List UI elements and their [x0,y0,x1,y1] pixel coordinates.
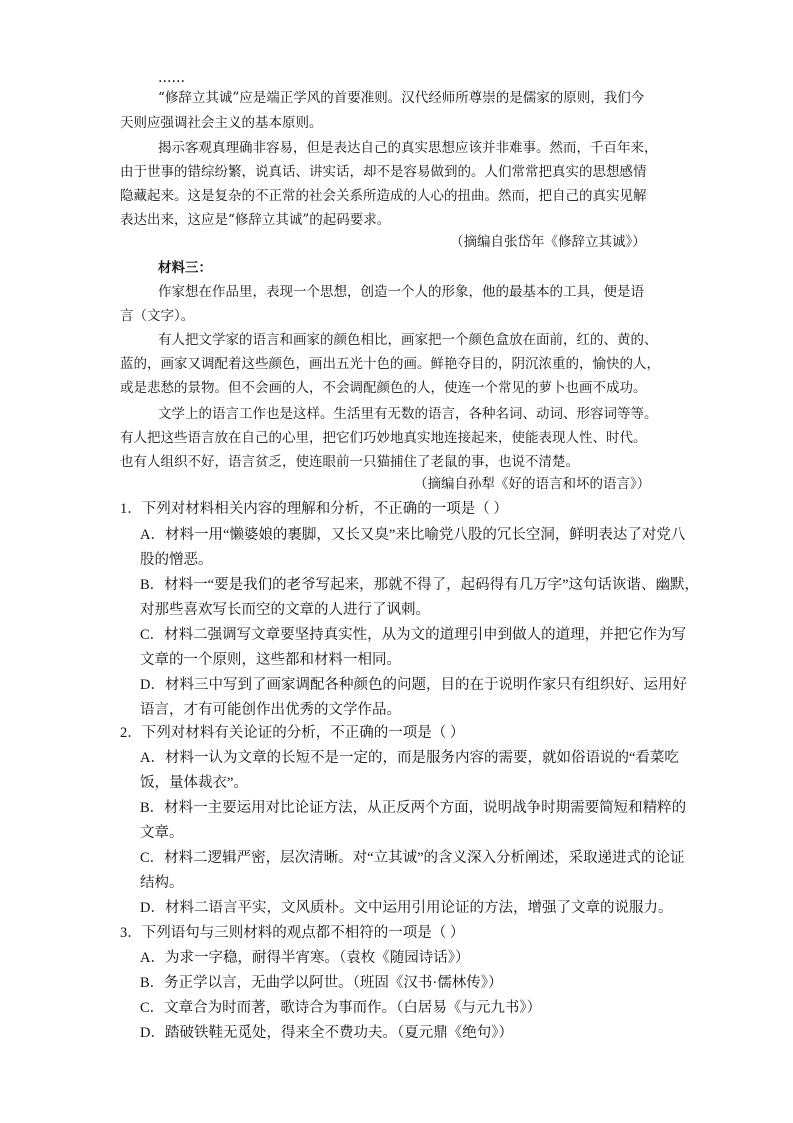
paragraph-line: 文学上的语言工作也是这样。生活里有无数的语言，各种名词、动词、形容词等等。 [158,406,658,422]
option-b-continued: 文章。 [140,825,184,841]
question-stem: 3．下列语句与三则材料的观点都不相符的一项是（ ） [120,925,465,941]
paragraph-line: 隐藏起来。这是复杂的不正常的社会关系所造成的人心的扭曲。然而，把自己的真实见解 [120,188,647,204]
option-b: B．材料一“要是我们的老爷写起来，那就不得了，起码得有几万字”这句话诙谐、幽默， [140,577,700,593]
section-heading: 材料三： [158,260,212,276]
option-a-continued: 饭，量体裁衣”。 [140,775,248,791]
paragraph-line: 也有人组织不好，语言贫乏，使连眼前一只猫捕住了老鼠的事，也说不清楚。 [120,454,579,470]
paragraph-line: 有人把文学家的语言和画家的颜色相比，画家把一个颜色盒放在面前，红的、黄的、 [158,332,658,348]
option-a: A．材料一用“懒婆娘的裹脚，又长又臭”来比喻党八股的冗长空洞，鲜明表达了对党八 [140,527,686,543]
paragraph-line: 言（文字）。 [120,308,195,324]
option-c-continued: 结构。 [140,875,184,891]
question-stem: 1．下列对材料相关内容的理解和分析，不正确的一项是（ ） [120,501,508,517]
paragraph-line: 有人把这些语言放在自己的心里，把它们巧妙地真实地连接起来，使能表现人性、时代。 [120,430,647,446]
source-citation: （摘编自张岱年《修辞立其诚》） [450,234,646,250]
option-b: B．务正学以言，无曲学以阿世。（班固《汉书·儒林传》） [140,975,503,991]
paragraph-line: 蓝的，画家又调配着这些颜色，画出五光十色的画。鲜艳夺目的，阴沉浓重的，愉快的人， [120,356,660,372]
option-a: A．材料一认为文章的长短不是一定的，而是服务内容的需要，就如俗语说的“看菜吃 [140,750,679,766]
option-b: B．材料一主要运用对比论证方法，从正反两个方面，说明战争时期需要简短和精粹的 [140,800,687,816]
paragraph-line: 揭示客观真理确非容易，但是表达自己的真实思想应该并非难事。然而，千百年来， [158,140,658,156]
option-c: C．文章合为时而著，歌诗合为事而作。（白居易《与元九书》） [140,1000,542,1016]
paragraph-line: “修辞立其诚”应是端正学风的首要准则。汉代经师所尊崇的是儒家的原则，我们今 [158,90,645,106]
option-a: A．为求一字稳，耐得半宵寒。（袁枚《随园诗话》） [140,950,470,966]
option-d: D．材料三中写到了画家调配各种颜色的问题，目的在于说明作家只有组织好、运用好 [140,677,687,693]
paragraph-line: 天则应强调社会主义的基本原则。 [120,115,323,131]
paragraph-line: 由于世事的错综纷繁，说真话、讲实话，却不是容易做到的。人们常常把真实的思想感情 [120,164,647,180]
option-c: C．材料二强调写文章要坚持真实性，从为文的道理引申到做人的道理，并把它作为写 [140,627,687,643]
paragraph-line: 表达出来，这应是“修辞立其诚”的起码要求。 [120,212,391,228]
option-d: D．材料二语言平实，文风质朴。文中运用引用论证的方法，增强了文章的说服力。 [140,900,673,916]
option-d-continued: 语言，才有可能创作出优秀的文学作品。 [140,702,401,718]
question-stem: 2．下列对材料有关论证的分析，不正确的一项是（ ） [120,725,465,741]
option-d: D．踏破铁鞋无觅处，得来全不费功夫。（夏元鼎《绝句》） [140,1025,513,1041]
paragraph-line: 作家想在作品里，表现一个思想，创造一个人的形象，他的最基本的工具，便是语 [158,284,644,300]
ellipsis: …… [158,70,185,86]
option-a-continued: 股的憎恶。 [140,552,213,568]
option-b-continued: 对那些喜欢写长而空的文章的人进行了讽刺。 [140,602,430,618]
option-c-continued: 文章的一个原则，这些都和材料一相同。 [140,652,401,668]
paragraph-line: 或是悲愁的景物。但不会画的人，不会调配颜色的人，使连一个常见的萝卜也画不成功。 [120,380,647,396]
option-c: C．材料二逻辑严密，层次清晰。对“立其诚”的含义深入分析阐述，采取递进式的论证 [140,850,685,866]
source-citation: （摘编自孙犁《好的语言和坏的语言》） [414,476,651,492]
